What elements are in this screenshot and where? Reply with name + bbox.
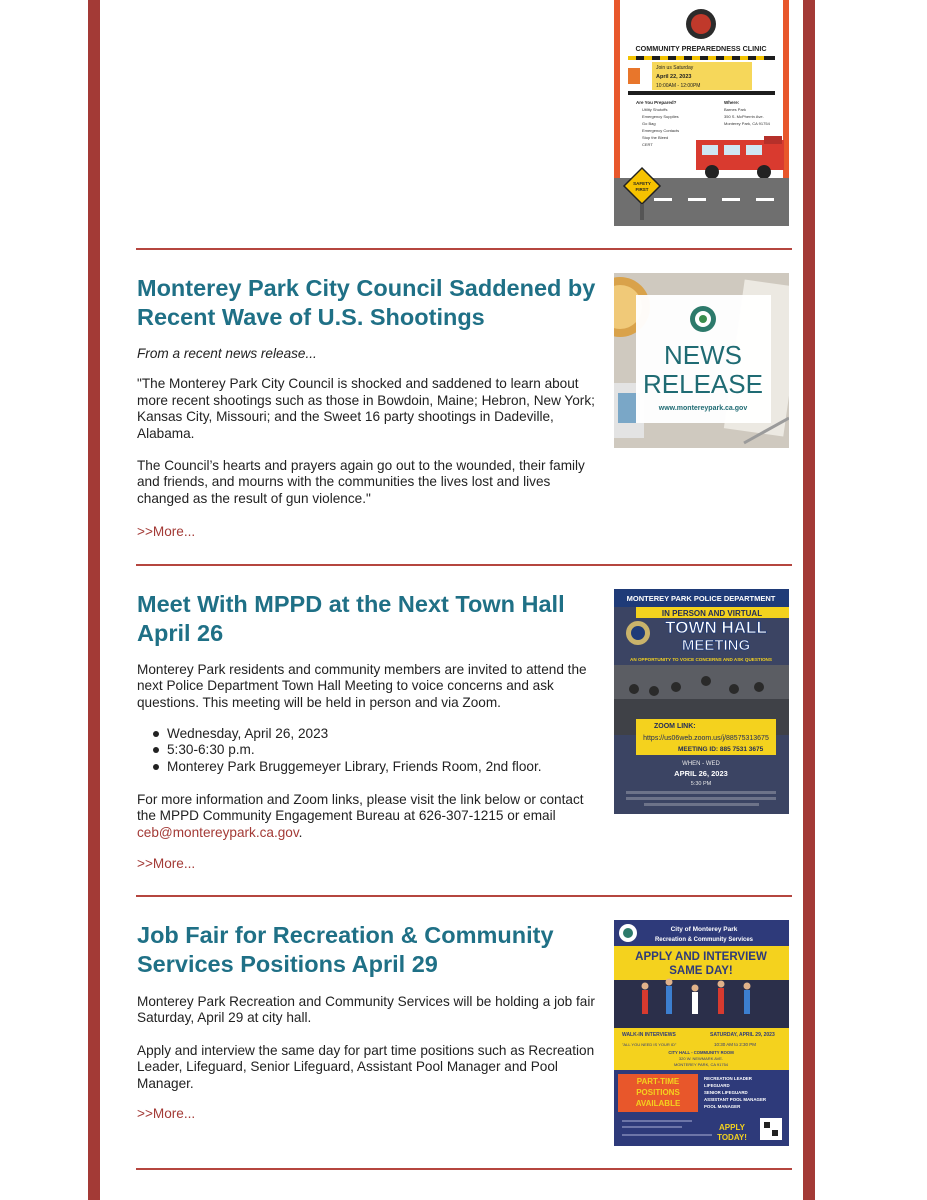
- townhall-when-label: WHEN - WED: [682, 761, 720, 767]
- article-body: [137, 994, 602, 1092]
- jobfair-location2: 320 W. NEWMARK AVE.: [678, 1056, 724, 1061]
- clinic-prepared-item: Go Bag: [642, 121, 656, 126]
- clinic-prepared-heading: Are You Prepared?: [636, 100, 677, 105]
- list-item: Monterey Park Bruggemeyer Library, Friends Room, 2nd floor.: [167, 759, 607, 775]
- clinic-date-line1: Join us Saturday: [656, 65, 694, 71]
- clinic-prepared-item: Emergency Supplies: [642, 114, 679, 119]
- zoom-url: https://us06web.zoom.us/j/88575313675: [643, 735, 769, 742]
- article-paragraph: [137, 792, 602, 841]
- article-paragraph: Monterey Park residents and community members are invited to attend the next Police Department Town Hall Meeting to voice concerns and ask questions. This meeting will be held in person and via Zoom.: [137, 662, 587, 710]
- clinic-prepared-item: Emergency Contacts: [642, 128, 680, 133]
- zoom-meeting-id: MEETING ID: 885 7531 3675: [678, 746, 764, 753]
- jobfair-position: SENIOR LIFEGUARD: [704, 1090, 748, 1095]
- jobfair-location1: CITY HALL - COMMUNITY ROOM: [668, 1050, 734, 1055]
- jobfair-date: SATURDAY, APRIL 29, 2023: [710, 1032, 775, 1038]
- more-link[interactable]: >>More...: [137, 856, 196, 871]
- preparedness-clinic-flyer: [614, 0, 789, 226]
- news-url: www.montereypark.ca.gov: [658, 405, 748, 412]
- town-hall-flyer: [614, 589, 789, 814]
- clinic-date-line2: April 22, 2023: [656, 74, 692, 80]
- article-title: Monterey Park City Council Saddened by Recent Wave of U.S. Shootings: [137, 275, 596, 330]
- sign-line1: SAFETY: [633, 181, 651, 186]
- article-paragraph: "The Monterey Park City Council is shocked and saddened to learn about more recent shootings such as those in Bowdoin, Maine; Hebron, New York; Kansas City, Missouri; and the Sweet 16 party shootings in Dadeville, Alabama.: [137, 376, 595, 441]
- job-fair-flyer: [614, 920, 789, 1146]
- jobfair-walkin-sub: "ALL YOU NEED IS YOUR ID": [622, 1042, 677, 1047]
- jobfair-position: LIFEGUARD: [704, 1083, 730, 1088]
- townhall-banner: IN PERSON AND VIRTUAL: [661, 609, 763, 618]
- clinic-where-line: Barnes Park: [724, 107, 747, 112]
- contact-text: For more information and Zoom links, please visit the link below or contact the MPPD Community Engagement Bureau at 626-307-1215 or email: [137, 792, 584, 824]
- list-item: 5:30-6:30 p.m.: [167, 742, 607, 758]
- article-paragraph: Apply and interview the same day for part time positions such as Recreation Leader, Lifeguard, Senior Lifeguard, Assistant Pool Manager and Pool Manager.: [137, 1042, 595, 1091]
- jobfair-apply1: APPLY: [719, 1123, 745, 1132]
- clinic-prepared-item: Utility Shutoffs: [642, 107, 668, 112]
- article-paragraph: Monterey Park Recreation and Community Services will be holding a job fair Saturday, April 29 at city hall.: [137, 994, 595, 1026]
- jobfair-headline2: SAME DAY!: [669, 965, 733, 977]
- jobfair-apply2: TODAY!: [717, 1133, 747, 1142]
- clinic-title: COMMUNITY PREPAREDNESS CLINIC: [635, 44, 767, 53]
- jobfair-parttime3: AVAILABLE: [635, 1099, 681, 1108]
- section-divider: [136, 248, 792, 250]
- list-item: Wednesday, April 26, 2023: [167, 726, 607, 742]
- news-release-image: [614, 273, 789, 448]
- news-line2: RELEASE: [643, 369, 763, 399]
- sign-line2: FIRST: [635, 187, 649, 192]
- article-intro: From a recent news release...: [137, 346, 317, 361]
- section-divider: [136, 895, 792, 897]
- event-details-list: [167, 726, 607, 775]
- article-paragraph: The Council’s hearts and prayers again go out to the wounded, their family and friends, and mourns with the communities the lives lost and lives changed as the result of gun violence.": [137, 458, 585, 506]
- clinic-prepared-item: Stop the Bleed: [642, 135, 669, 140]
- townhall-dept: MONTEREY PARK POLICE DEPARTMENT: [626, 594, 776, 603]
- jobfair-walkin: WALK-IN INTERVIEWS: [622, 1032, 676, 1038]
- article-title: Job Fair for Recreation & Community Services Positions April 29: [137, 922, 554, 977]
- article-title: Meet With MPPD at the Next Town Hall April 26: [137, 591, 565, 646]
- jobfair-position: RECREATION LEADER: [704, 1076, 752, 1081]
- clinic-where-line: Monterey Park, CA 91754: [724, 121, 770, 126]
- clinic-where-heading: Where:: [724, 100, 740, 105]
- jobfair-header2: Recreation & Community Services: [654, 937, 754, 943]
- townhall-sub: AN OPPORTUNITY TO VOICE CONCERNS AND ASK QUESTIONS: [630, 657, 772, 662]
- more-link[interactable]: >>More...: [137, 524, 196, 539]
- section-divider: [136, 564, 792, 566]
- jobfair-position: POOL MANAGER: [704, 1104, 741, 1109]
- clinic-prepared-item: CERT: [642, 142, 653, 147]
- zoom-label: ZOOM LINK:: [654, 723, 696, 730]
- more-link[interactable]: >>More...: [137, 1106, 196, 1121]
- townhall-big1: TOWN HALL: [665, 618, 767, 637]
- email-link[interactable]: ceb@montereypark.ca.gov: [137, 824, 299, 840]
- jobfair-position: ASSISTANT POOL MANAGER: [704, 1097, 767, 1102]
- jobfair-time: 10:30 AM to 2:30 PM: [714, 1042, 757, 1047]
- jobfair-location3: MONTEREY PARK, CA 91754: [673, 1062, 729, 1067]
- clinic-where-line: 350 S. McPherrin Ave.: [724, 114, 764, 119]
- qr-code-icon: [760, 1118, 782, 1140]
- townhall-when-date: APRIL 26, 2023: [674, 769, 728, 778]
- jobfair-parttime1: PART-TIME: [636, 1077, 680, 1086]
- section-divider: [136, 1168, 792, 1170]
- article-body: [137, 346, 602, 507]
- jobfair-headline1: APPLY AND INTERVIEW: [635, 951, 767, 963]
- townhall-big2: MEETING: [681, 637, 751, 654]
- contact-text-end: .: [298, 824, 303, 840]
- jobfair-parttime2: POSITIONS: [636, 1088, 680, 1097]
- townhall-when-time: 5:30 PM: [690, 781, 712, 787]
- news-line1: NEWS: [664, 340, 742, 370]
- clinic-time: 10:00AM - 12:00PM: [656, 83, 701, 89]
- jobfair-header1: City of Monterey Park: [670, 926, 738, 933]
